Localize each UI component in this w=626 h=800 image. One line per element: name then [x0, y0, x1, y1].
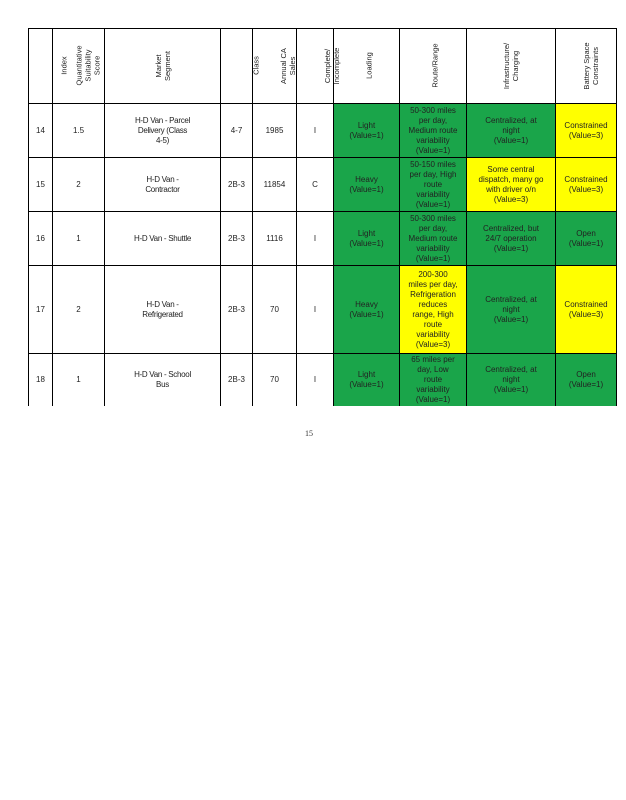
segment-cell: H-D Van - School Bus — [105, 354, 221, 406]
loading-cell: Heavy (Value=1) — [334, 266, 400, 354]
class-cell: 2B-3 — [221, 354, 253, 406]
page-number: 15 — [305, 429, 313, 438]
segment-cell: H-D Van - Parcel Delivery (Class 4-5) — [105, 104, 221, 158]
segment-cell: H-D Van - Contractor — [105, 158, 221, 212]
complete-cell: I — [297, 104, 334, 158]
complete-cell: C — [297, 158, 334, 212]
battery-cell: Constrained (Value=3) — [556, 266, 617, 354]
battery-cell: Open (Value=1) — [556, 212, 617, 266]
score-cell: 1 — [53, 212, 105, 266]
header-score: Quantitative Suitability Score — [53, 29, 105, 104]
infra-cell: Centralized, at night (Value=1) — [467, 266, 556, 354]
header-sales: Annual CA Sales — [253, 29, 297, 104]
index-cell: 14 — [29, 104, 53, 158]
battery-cell: Open (Value=1) — [556, 354, 617, 406]
sales-cell: 1116 — [253, 212, 297, 266]
battery-cell: Constrained (Value=3) — [556, 104, 617, 158]
header-index: Index — [29, 29, 53, 104]
infra-cell: Some central dispatch, many go with driver o/n (Value=3) — [467, 158, 556, 212]
loading-cell: Light (Value=1) — [334, 212, 400, 266]
loading-cell: Heavy (Value=1) — [334, 158, 400, 212]
header-complete: Complete/ Incomplete — [297, 29, 334, 104]
route-cell: 50-150 miles per day, High route variability (Value=1) — [400, 158, 467, 212]
route-cell: 65 miles per day, Low route variability (Value=1) — [400, 354, 467, 406]
route-cell: 50-300 miles per day, Medium route variability (Value=1) — [400, 212, 467, 266]
header-infra: Infrastructure/ Charging — [467, 29, 556, 104]
battery-cell: Constrained (Value=3) — [556, 158, 617, 212]
complete-cell: I — [297, 212, 334, 266]
header-route: Route/Range — [400, 29, 467, 104]
sales-cell: 1985 — [253, 104, 297, 158]
header-loading: Loading — [334, 29, 400, 104]
score-cell: 1 — [53, 354, 105, 406]
header-class: Class — [221, 29, 253, 104]
infra-cell: Centralized, at night (Value=1) — [467, 354, 556, 406]
header-battery: Battery Space Constraints — [556, 29, 617, 104]
score-cell: 2 — [53, 266, 105, 354]
class-cell: 2B-3 — [221, 158, 253, 212]
index-cell: 15 — [29, 158, 53, 212]
infra-cell: Centralized, but 24/7 operation (Value=1) — [467, 212, 556, 266]
table-row — [29, 354, 617, 406]
index-cell: 16 — [29, 212, 53, 266]
table-row — [29, 212, 617, 266]
route-cell: 50-300 miles per day, Medium route variability (Value=1) — [400, 104, 467, 158]
class-cell: 2B-3 — [221, 266, 253, 354]
class-cell: 2B-3 — [221, 212, 253, 266]
sales-cell: 70 — [253, 266, 297, 354]
score-cell: 2 — [53, 158, 105, 212]
segment-cell: H-D Van - Shuttle — [105, 212, 221, 266]
table-row — [29, 158, 617, 212]
score-cell: 1.5 — [53, 104, 105, 158]
table-row — [29, 104, 617, 158]
suitability-table — [28, 28, 617, 406]
sales-cell: 11854 — [253, 158, 297, 212]
sales-cell: 70 — [253, 354, 297, 406]
header-row — [29, 29, 617, 104]
complete-cell: I — [297, 266, 334, 354]
route-cell: 200-300 miles per day, Refrigeration reduces range, High route variability (Value=3) — [400, 266, 467, 354]
complete-cell: I — [297, 354, 334, 406]
table-row — [29, 266, 617, 354]
segment-cell: H-D Van - Refrigerated — [105, 266, 221, 354]
class-cell: 4-7 — [221, 104, 253, 158]
index-cell: 18 — [29, 354, 53, 406]
index-cell: 17 — [29, 266, 53, 354]
loading-cell: Light (Value=1) — [334, 354, 400, 406]
loading-cell: Light (Value=1) — [334, 104, 400, 158]
infra-cell: Centralized, at night (Value=1) — [467, 104, 556, 158]
header-segment: Market Segment — [105, 29, 221, 104]
